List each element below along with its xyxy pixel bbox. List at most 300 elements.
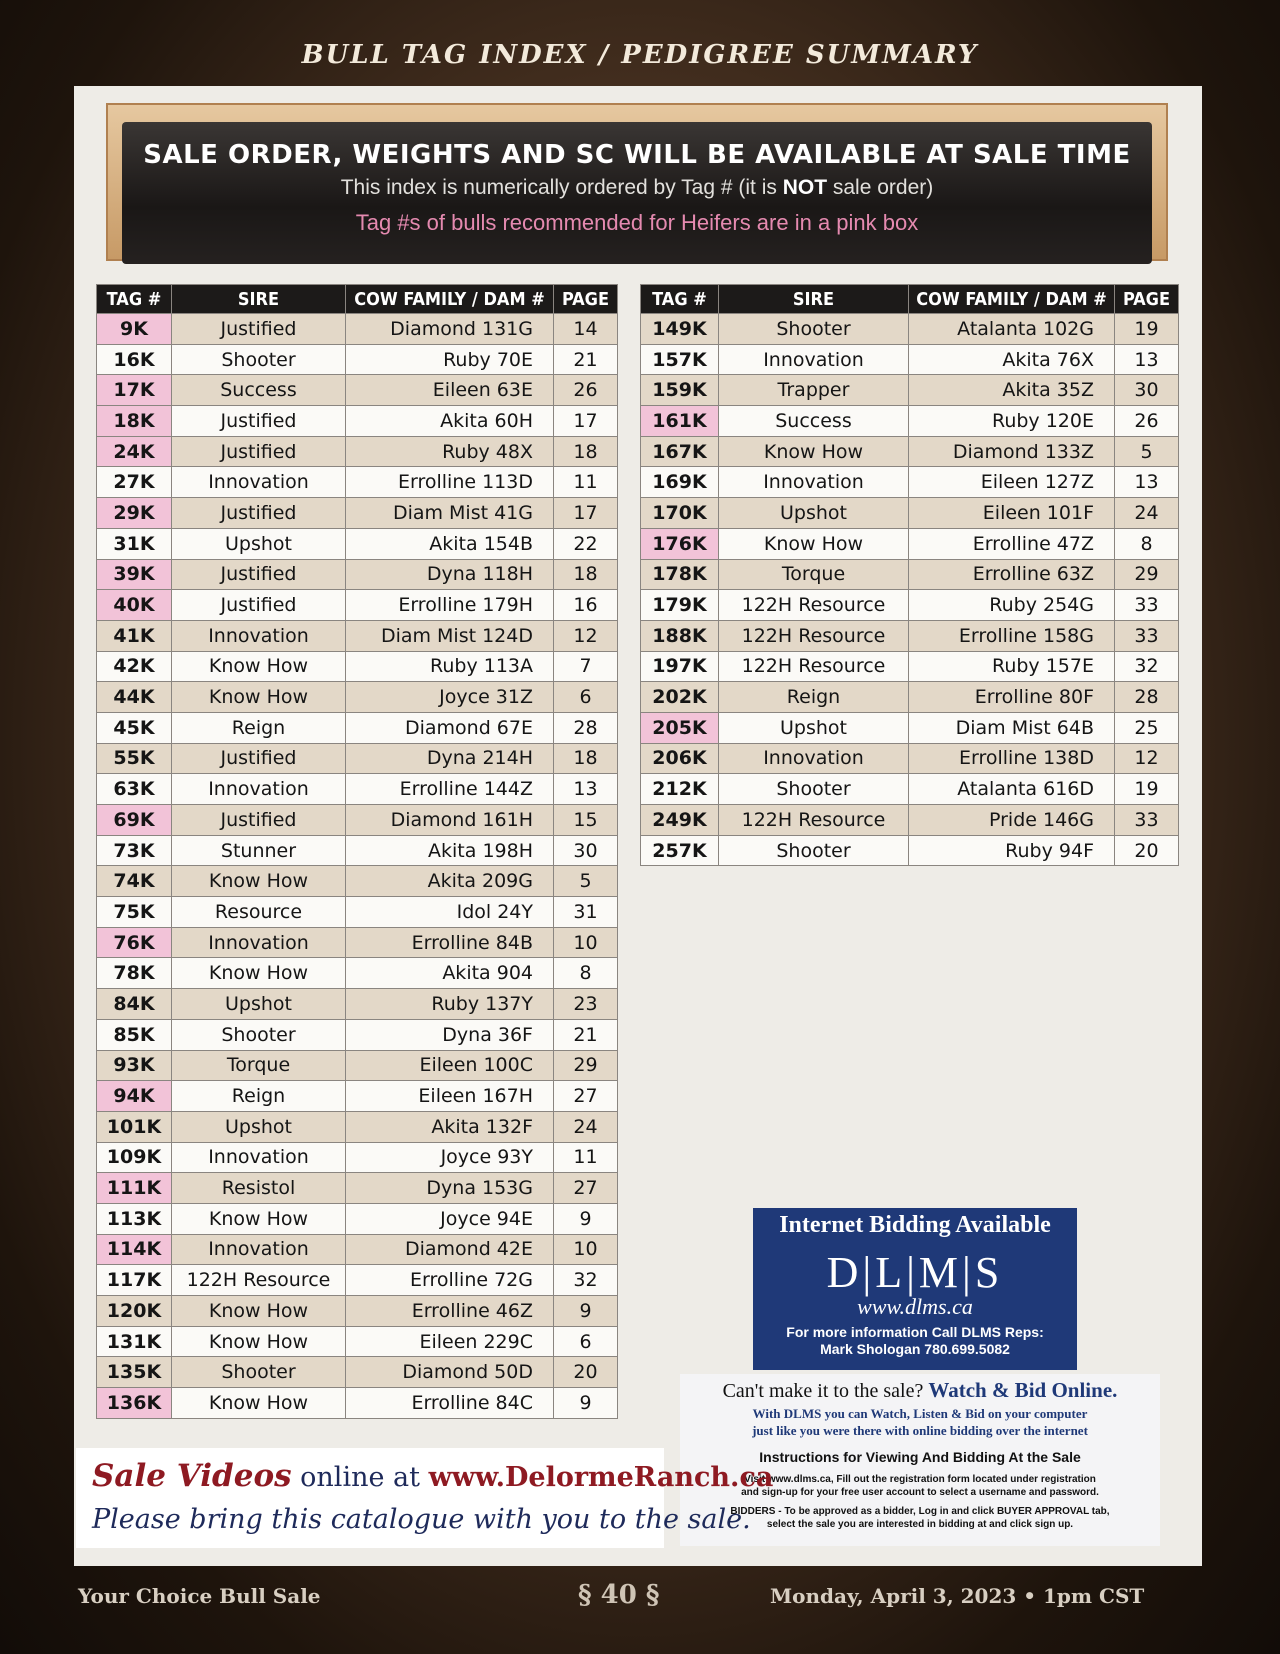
bid-subtitle-line1: With DLMS you can Watch, Listen & Bid on your computer (752, 1406, 1088, 1421)
sire-cell: Know How (172, 1203, 346, 1234)
sire-cell: Know How (172, 1326, 346, 1357)
tag-cell: 74K (97, 866, 172, 897)
dam-cell: Atalanta 616D (909, 774, 1115, 805)
page-cell: 6 (554, 682, 618, 713)
tag-cell: 120K (97, 1296, 172, 1327)
table-row (641, 314, 1179, 345)
page-cell: 19 (1115, 774, 1179, 805)
notice-headline: SALE ORDER, WEIGHTS AND SC WILL BE AVAILABLE AT SALE TIME (143, 140, 1131, 170)
table-row (97, 559, 618, 590)
table-row (97, 1111, 618, 1142)
sire-cell: Resource (172, 897, 346, 928)
table-row (641, 620, 1179, 651)
tag-cell: 44K (97, 682, 172, 713)
table-row (97, 1265, 618, 1296)
sire-cell: Justified (172, 743, 346, 774)
notice-order-emphasis: NOT (782, 176, 828, 199)
bid-visit-line2: and sign-up for your free user account to select a username and password. (741, 1487, 1099, 1498)
sire-cell: Shooter (719, 835, 909, 866)
dam-cell: Diamond 131G (346, 314, 554, 345)
tag-cell: 18K (97, 406, 172, 437)
dam-cell: Errolline 158G (909, 620, 1115, 651)
bid-title-accent: Watch & Bid Online. (928, 1378, 1118, 1402)
tag-cell: 93K (97, 1050, 172, 1081)
tag-cell: 178K (641, 559, 719, 590)
dam-cell: Joyce 31Z (346, 682, 554, 713)
dam-cell: Akita 60H (346, 406, 554, 437)
bid-title-prefix: Can't make it to the sale? (722, 1380, 929, 1402)
table-row (97, 989, 618, 1020)
table-row (641, 835, 1179, 866)
dam-cell: Joyce 93Y (346, 1142, 554, 1173)
page-cell: 29 (554, 1050, 618, 1081)
sire-cell: Trapper (719, 375, 909, 406)
tag-cell: 159K (641, 375, 719, 406)
sire-cell: Know How (172, 1296, 346, 1327)
dam-cell: Ruby 120E (909, 406, 1115, 437)
tag-cell: 205K (641, 712, 719, 743)
page-cell: 28 (1115, 682, 1179, 713)
dam-cell: Ruby 137Y (346, 989, 554, 1020)
dam-cell: Dyna 153G (346, 1173, 554, 1204)
sale-videos-url[interactable]: www.DelormeRanch.ca (428, 1462, 774, 1493)
tag-cell: 113K (97, 1203, 172, 1234)
table-row (97, 498, 618, 529)
table-row (641, 467, 1179, 498)
tag-cell: 94K (97, 1081, 172, 1112)
table-row (97, 1357, 618, 1388)
tag-cell: 73K (97, 835, 172, 866)
sire-cell: Innovation (719, 743, 909, 774)
table-row (97, 406, 618, 437)
sire-cell: Justified (172, 406, 346, 437)
dam-cell: Errolline 144Z (346, 774, 554, 805)
tag-cell: 111K (97, 1173, 172, 1204)
dam-cell: Ruby 70E (346, 344, 554, 375)
table-row (97, 651, 618, 682)
sire-cell: Justified (172, 314, 346, 345)
table-row (641, 712, 1179, 743)
sire-cell: Upshot (172, 1111, 346, 1142)
sire-cell: Know How (172, 958, 346, 989)
page-cell: 13 (1115, 344, 1179, 375)
dam-cell: Errolline 63Z (909, 559, 1115, 590)
dam-cell: Diamond 50D (346, 1357, 554, 1388)
page-cell: 30 (554, 835, 618, 866)
column-header-page: PAGE (1115, 285, 1179, 314)
sire-cell: Stunner (172, 835, 346, 866)
sire-cell: Shooter (719, 314, 909, 345)
dam-cell: Eileen 100C (346, 1050, 554, 1081)
dam-cell: Joyce 94E (346, 1203, 554, 1234)
table-row (97, 314, 618, 345)
dam-cell: Akita 209G (346, 866, 554, 897)
sire-cell: Innovation (172, 467, 346, 498)
page-cell: 31 (554, 897, 618, 928)
dam-cell: Diam Mist 124D (346, 620, 554, 651)
table-row (97, 620, 618, 651)
dam-cell: Errolline 138D (909, 743, 1115, 774)
dam-cell: Errolline 84C (346, 1388, 554, 1419)
sale-videos-accent: Sale Videos (92, 1458, 292, 1494)
table-row (97, 1234, 618, 1265)
page-cell: 21 (554, 344, 618, 375)
sale-videos-text: online at (291, 1462, 429, 1493)
dam-cell: Diamond 42E (346, 1234, 554, 1265)
tag-cell: 76K (97, 927, 172, 958)
page-cell: 9 (554, 1203, 618, 1234)
tag-cell: 41K (97, 620, 172, 651)
bid-title (680, 1378, 1160, 1403)
table-row (97, 375, 618, 406)
page-title: BULL TAG INDEX / PEDIGREE SUMMARY (301, 40, 979, 70)
tag-cell: 31K (97, 528, 172, 559)
dam-cell: Ruby 113A (346, 651, 554, 682)
tag-cell: 149K (641, 314, 719, 345)
table-row (97, 1326, 618, 1357)
sale-videos-line (92, 1458, 773, 1494)
dam-cell: Diam Mist 41G (346, 498, 554, 529)
notice-heifer-note: Tag #s of bulls recommended for Heifers are in a pink box (355, 210, 919, 235)
dam-cell: Eileen 63E (346, 375, 554, 406)
page-cell: 33 (1115, 590, 1179, 621)
tag-cell: 179K (641, 590, 719, 621)
table-row (97, 344, 618, 375)
page-cell: 18 (554, 436, 618, 467)
column-header-dam: COW FAMILY / DAM # (346, 285, 554, 314)
tag-cell: 85K (97, 1019, 172, 1050)
dlms-url[interactable]: www.dlms.ca (857, 1294, 973, 1319)
table-row (97, 835, 618, 866)
sire-cell: Innovation (172, 927, 346, 958)
sire-cell: Reign (172, 1081, 346, 1112)
page-cell: 33 (1115, 620, 1179, 651)
tag-cell: 197K (641, 651, 719, 682)
tag-cell: 24K (97, 436, 172, 467)
tag-cell: 157K (641, 344, 719, 375)
dam-cell: Dyna 214H (346, 743, 554, 774)
bid-subtitle (680, 1405, 1160, 1439)
page-cell: 5 (554, 866, 618, 897)
dlms-logo: D|L|M|S (826, 1248, 1004, 1297)
table-row (97, 1203, 618, 1234)
sire-cell: Reign (719, 682, 909, 713)
page-cell: 20 (1115, 835, 1179, 866)
dam-cell: Akita 198H (346, 835, 554, 866)
sire-cell: Torque (719, 559, 909, 590)
page-cell: 10 (554, 1234, 618, 1265)
table-row (641, 406, 1179, 437)
dam-cell: Diamond 161H (346, 805, 554, 836)
dam-cell: Diam Mist 64B (909, 712, 1115, 743)
sire-cell: Justified (172, 805, 346, 836)
dam-cell: Errolline 113D (346, 467, 554, 498)
table-row (97, 774, 618, 805)
sire-cell: Know How (172, 682, 346, 713)
sire-cell: Innovation (172, 1142, 346, 1173)
tag-cell: 109K (97, 1142, 172, 1173)
column-header-tag: TAG # (97, 285, 172, 314)
sire-cell: Know How (172, 651, 346, 682)
dlms-contact-line1: For more information Call DLMS Reps: (786, 1324, 1044, 1340)
table-row (97, 1296, 618, 1327)
dlms-ad-title: Internet Bidding Available (779, 1212, 1051, 1238)
page-cell: 8 (554, 958, 618, 989)
table-row (641, 651, 1179, 682)
tag-cell: 131K (97, 1326, 172, 1357)
column-header-sire: SIRE (719, 285, 909, 314)
table-row (97, 1142, 618, 1173)
sire-cell: Upshot (172, 528, 346, 559)
bid-bidders-line2: select the sale you are interested in bidding at and click sign up. (766, 1519, 1074, 1530)
dam-cell: Idol 24Y (346, 897, 554, 928)
sire-cell: Innovation (172, 620, 346, 651)
sire-cell: Know How (172, 1388, 346, 1419)
page-cell: 30 (1115, 375, 1179, 406)
table-row (641, 743, 1179, 774)
column-header-page: PAGE (554, 285, 618, 314)
table-row (641, 344, 1179, 375)
dam-cell: Akita 904 (346, 958, 554, 989)
tag-cell: 135K (97, 1357, 172, 1388)
table-row (97, 467, 618, 498)
dam-cell: Eileen 167H (346, 1081, 554, 1112)
table-row (641, 559, 1179, 590)
table-header-row (641, 285, 1179, 314)
page-cell: 15 (554, 805, 618, 836)
tag-index-table-right (640, 284, 1179, 866)
page-cell: 9 (554, 1296, 618, 1327)
page-cell: 17 (554, 498, 618, 529)
dam-cell: Errolline 179H (346, 590, 554, 621)
tag-cell: 45K (97, 712, 172, 743)
dam-cell: Errolline 84B (346, 927, 554, 958)
sale-videos-box (76, 1448, 774, 1548)
table-row (641, 528, 1179, 559)
page-cell: 8 (1115, 528, 1179, 559)
tag-cell: 42K (97, 651, 172, 682)
sire-cell: 122H Resource (719, 805, 909, 836)
table-body-right (641, 314, 1179, 866)
sire-cell: Know How (719, 436, 909, 467)
footer-sale-name: Your Choice Bull Sale (78, 1584, 321, 1608)
page-cell: 7 (554, 651, 618, 682)
table-row (641, 805, 1179, 836)
notice-order-prefix: This index is numerically ordered by Tag # (it is (340, 176, 783, 199)
table-row (641, 498, 1179, 529)
table-row (97, 927, 618, 958)
sire-cell: Upshot (719, 712, 909, 743)
dam-cell: Atalanta 102G (909, 314, 1115, 345)
column-header-sire: SIRE (172, 285, 346, 314)
table-row (97, 743, 618, 774)
sire-cell: Justified (172, 590, 346, 621)
bid-subtitle-line2: just like you were there with online bidding over the internet (752, 1423, 1088, 1438)
tag-cell: 206K (641, 743, 719, 774)
table-header-row (97, 285, 618, 314)
dam-cell: Errolline 46Z (346, 1296, 554, 1327)
page-cell: 27 (554, 1173, 618, 1204)
tag-cell: 169K (641, 467, 719, 498)
dam-cell: Ruby 254G (909, 590, 1115, 621)
sire-cell: Innovation (172, 1234, 346, 1265)
footer-sale-date: Monday, April 3, 2023 • 1pm CST (770, 1584, 1145, 1608)
bring-catalogue-note: Please bring this catalogue with you to the sale. (92, 1504, 751, 1535)
tag-cell: 202K (641, 682, 719, 713)
dam-cell: Akita 154B (346, 528, 554, 559)
sire-cell: 122H Resource (719, 620, 909, 651)
table-row (97, 1173, 618, 1204)
dlms-advertisement (753, 1208, 1077, 1370)
page-cell: 29 (1115, 559, 1179, 590)
table-row (641, 590, 1179, 621)
sire-cell: 122H Resource (719, 651, 909, 682)
table-row (641, 682, 1179, 713)
tag-cell: 114K (97, 1234, 172, 1265)
table-row (97, 805, 618, 836)
table-row (641, 774, 1179, 805)
tag-cell: 117K (97, 1265, 172, 1296)
table-row (641, 436, 1179, 467)
table-row (97, 1019, 618, 1050)
page-cell: 11 (554, 1142, 618, 1173)
table-row (97, 958, 618, 989)
sire-cell: Success (172, 375, 346, 406)
bid-instructions-heading: Instructions for Viewing And Bidding At the Sale (759, 1449, 1081, 1465)
tag-cell: 9K (97, 314, 172, 345)
page-cell: 13 (1115, 467, 1179, 498)
dlms-contact-line2: Mark Shologan 780.699.5082 (820, 1341, 1010, 1357)
sire-cell: Know How (719, 528, 909, 559)
page-cell: 26 (554, 375, 618, 406)
dlms-contact-info (753, 1324, 1077, 1358)
bid-visit-line1: Visit www.dlms.ca, Fill out the registration form located under registration (744, 1474, 1096, 1485)
page-cell: 20 (554, 1357, 618, 1388)
sire-cell: Success (719, 406, 909, 437)
column-header-tag: TAG # (641, 285, 719, 314)
sire-cell: Justified (172, 498, 346, 529)
dam-cell: Errolline 72G (346, 1265, 554, 1296)
table-row (97, 866, 618, 897)
sire-cell: Shooter (172, 344, 346, 375)
page-cell: 14 (554, 314, 618, 345)
table-body-left (97, 314, 618, 1419)
sire-cell: Upshot (172, 989, 346, 1020)
tag-cell: 84K (97, 989, 172, 1020)
notice-banner (122, 122, 1152, 264)
page-cell: 12 (554, 620, 618, 651)
dam-cell: Ruby 48X (346, 436, 554, 467)
tag-cell: 16K (97, 344, 172, 375)
tag-cell: 27K (97, 467, 172, 498)
dam-cell: Diamond 67E (346, 712, 554, 743)
bid-bidders-text (680, 1505, 1160, 1531)
table-row (97, 1081, 618, 1112)
sire-cell: 122H Resource (172, 1265, 346, 1296)
dam-cell: Akita 35Z (909, 375, 1115, 406)
sire-cell: Justified (172, 436, 346, 467)
sire-cell: Resistol (172, 1173, 346, 1204)
dam-cell: Ruby 157E (909, 651, 1115, 682)
dam-cell: Diamond 133Z (909, 436, 1115, 467)
page-cell: 26 (1115, 406, 1179, 437)
tag-cell: 257K (641, 835, 719, 866)
page-cell: 21 (554, 1019, 618, 1050)
dam-cell: Dyna 118H (346, 559, 554, 590)
page-cell: 9 (554, 1388, 618, 1419)
page-cell: 28 (554, 712, 618, 743)
tag-cell: 170K (641, 498, 719, 529)
tag-cell: 176K (641, 528, 719, 559)
bid-bidders-line1: BIDDERS - To be approved as a bidder, Log in and click BUYER APPROVAL tab, (730, 1506, 1110, 1517)
page-cell: 33 (1115, 805, 1179, 836)
table-row (97, 682, 618, 713)
notice-order-suffix: sale order) (827, 176, 934, 199)
page-cell: 16 (554, 590, 618, 621)
page-cell: 5 (1115, 436, 1179, 467)
column-header-dam: COW FAMILY / DAM # (909, 285, 1115, 314)
sire-cell: Reign (172, 712, 346, 743)
tag-cell: 136K (97, 1388, 172, 1419)
table-row (97, 712, 618, 743)
tag-cell: 249K (641, 805, 719, 836)
dam-cell: Akita 132F (346, 1111, 554, 1142)
table-row (97, 1388, 618, 1419)
sire-cell: Know How (172, 866, 346, 897)
dam-cell: Errolline 47Z (909, 528, 1115, 559)
tag-cell: 63K (97, 774, 172, 805)
tag-cell: 69K (97, 805, 172, 836)
page-cell: 24 (1115, 498, 1179, 529)
sire-cell: Justified (172, 559, 346, 590)
sire-cell: Shooter (172, 1019, 346, 1050)
sire-cell: Shooter (719, 774, 909, 805)
tag-cell: 161K (641, 406, 719, 437)
page-cell: 18 (554, 743, 618, 774)
page-cell: 22 (554, 528, 618, 559)
sire-cell: 122H Resource (719, 590, 909, 621)
tag-cell: 101K (97, 1111, 172, 1142)
page-cell: 32 (554, 1265, 618, 1296)
page-cell: 24 (554, 1111, 618, 1142)
sire-cell: Torque (172, 1050, 346, 1081)
dam-cell: Eileen 101F (909, 498, 1115, 529)
sire-cell: Upshot (719, 498, 909, 529)
dam-cell: Ruby 94F (909, 835, 1115, 866)
page-cell: 23 (554, 989, 618, 1020)
tag-cell: 167K (641, 436, 719, 467)
tag-cell: 40K (97, 590, 172, 621)
page-cell: 27 (554, 1081, 618, 1112)
table-row (97, 590, 618, 621)
footer-page-number: § 40 § (578, 1580, 660, 1610)
dam-cell: Pride 146G (909, 805, 1115, 836)
notice-order-note (122, 176, 1152, 200)
tag-cell: 29K (97, 498, 172, 529)
sire-cell: Innovation (719, 344, 909, 375)
dam-cell: Errolline 80F (909, 682, 1115, 713)
page-cell: 12 (1115, 743, 1179, 774)
table-row (97, 436, 618, 467)
sire-cell: Innovation (719, 467, 909, 498)
tag-cell: 188K (641, 620, 719, 651)
tag-cell: 75K (97, 897, 172, 928)
tag-cell: 17K (97, 375, 172, 406)
table-row (97, 897, 618, 928)
page-cell: 32 (1115, 651, 1179, 682)
page-cell: 17 (554, 406, 618, 437)
sire-cell: Innovation (172, 774, 346, 805)
